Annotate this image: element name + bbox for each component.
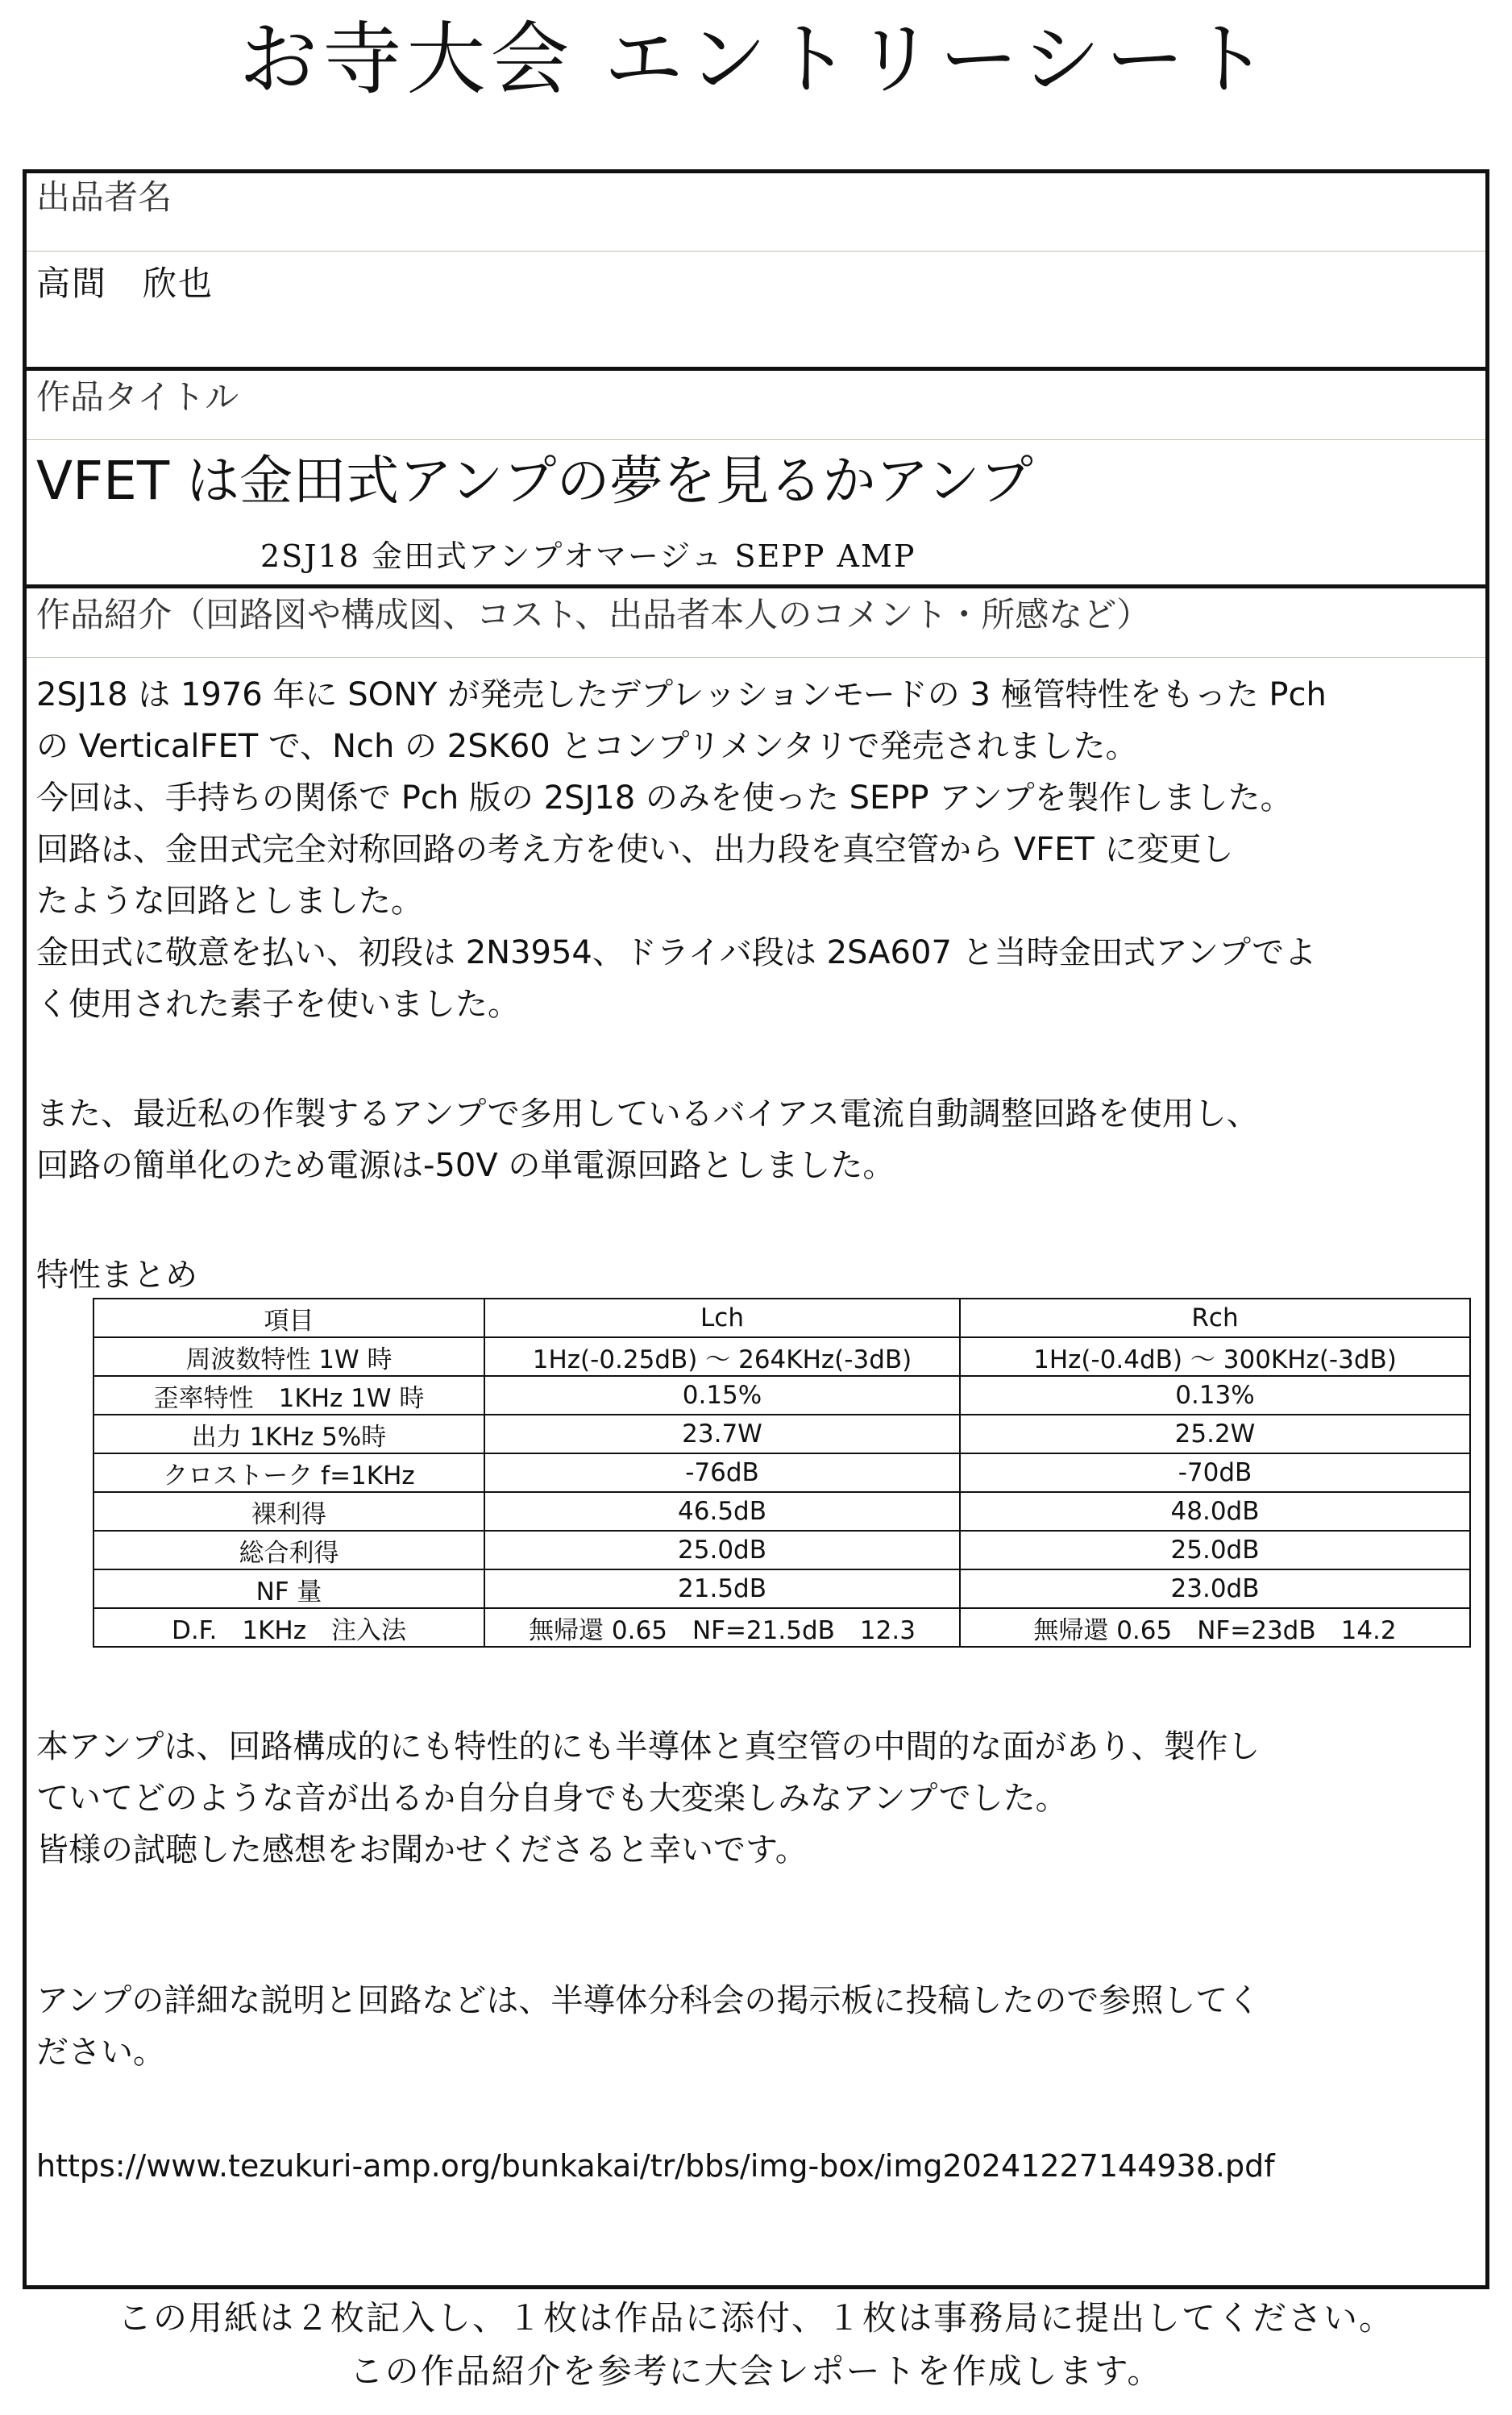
table-cell: 出力 1KHz 5%時 xyxy=(93,1415,484,1453)
intro-paragraph-1: 2SJ18 は 1976 年に SONY が発売したデプレッションモードの 3 極管特性をもった Pch の VerticalFET で、Nch の 2SK60 とコンプリメンタリで発売されました。 今回は、手持ちの関係で Pch 版の 2SJ18 のみを使った SEPP アンプを製作しました。 回路は、金田式完全対称回路の考え方を使い、出力段を真空管から VFET に変更し たような回路としました。 金田式に敬意を払い、初段は 2N3954、ドライバ段は 2SA607 と当時金田式アンプでよ く使用された素子を使いました。 xyxy=(36,676,1327,1023)
table-row xyxy=(93,1569,1470,1608)
table-row xyxy=(93,1608,1470,1647)
section-divider xyxy=(27,584,1485,588)
section-divider xyxy=(27,367,1485,371)
table-cell: 23.7W xyxy=(484,1415,960,1453)
table-cell: NF 量 xyxy=(93,1569,484,1608)
intro-paragraph-4: アンプの詳細な説明と回路などは、半導体分科会の掲示板に投稿したので参照してく ださい。 xyxy=(36,1982,1261,2071)
table-header-cell: Rch xyxy=(960,1299,1470,1337)
table-row xyxy=(93,1492,1470,1531)
work-title-label: 作品タイトル xyxy=(36,377,239,417)
table-cell: 48.0dB xyxy=(960,1492,1470,1531)
intro-label: 作品紹介（回路図や構成図、コスト、出品者本人のコメント・所感など） xyxy=(36,595,1151,634)
table-header-row xyxy=(93,1299,1470,1337)
table-row xyxy=(93,1415,1470,1453)
table-header-cell: Lch xyxy=(484,1299,960,1337)
footer-note-1: この用紙は２枚記入し、１枚は作品に添付、１枚は事務局に提出してください。 xyxy=(117,2298,1394,2338)
table-cell: 無帰還 0.65 NF=21.5dB 12.3 xyxy=(484,1608,960,1647)
table-cell: 25.2W xyxy=(960,1415,1470,1453)
table-cell: -70dB xyxy=(960,1453,1470,1492)
page-title: お寺大会 エントリーシート xyxy=(239,14,1273,106)
intro-paragraph-2: また、最近私の作製するアンプで多用しているバイアス電流自動調整回路を使用し、 回路の簡単化のため電源は-50V の単電源回路としました。 xyxy=(36,1095,1259,1184)
table-row xyxy=(93,1376,1470,1415)
table-cell: 0.15% xyxy=(484,1376,960,1415)
table-cell: 21.5dB xyxy=(484,1569,960,1608)
entrant-name: 高間 欣也 xyxy=(36,264,214,303)
entrant-label: 出品者名 xyxy=(36,177,172,217)
table-cell: 1Hz(-0.4dB) ～ 300KHz(-3dB) xyxy=(960,1337,1470,1376)
specs-table xyxy=(93,1298,1471,1648)
footer-note-2: この作品紹介を参考に大会レポートを作成します。 xyxy=(349,2351,1163,2391)
work-title-rule xyxy=(27,439,1485,440)
table-cell: 46.5dB xyxy=(484,1492,960,1531)
table-cell: 総合利得 xyxy=(93,1531,484,1569)
intro-paragraph-3: 本アンプは、回路構成的にも特性的にも半導体と真空管の中間的な面があり、製作し ていてどのような音が出るか自分自身でも大変楽しみなアンプでした。 皆様の試聴した感想をお聞かせくださると幸いです。 xyxy=(36,1728,1261,1868)
table-cell: 25.0dB xyxy=(484,1531,960,1569)
table-row xyxy=(93,1531,1470,1569)
table-cell: 無帰還 0.65 NF=23dB 14.2 xyxy=(960,1608,1470,1647)
table-header-cell: 項目 xyxy=(93,1299,484,1337)
table-cell: 裸利得 xyxy=(93,1492,484,1531)
table-cell: D.F. 1KHz 注入法 xyxy=(93,1608,484,1647)
entry-form xyxy=(23,169,1489,2289)
reference-url: https://www.tezukuri-amp.org/bunkakai/tr/bbs/img-box/img20241227144938.pdf xyxy=(36,2148,1275,2184)
table-cell: 25.0dB xyxy=(960,1531,1470,1569)
table-cell: 1Hz(-0.25dB) ～ 264KHz(-3dB) xyxy=(484,1337,960,1376)
specs-heading: 特性まとめ xyxy=(36,1257,197,1294)
intro-rule xyxy=(27,657,1485,658)
table-cell: クロストーク f=1KHz xyxy=(93,1453,484,1492)
table-row xyxy=(93,1453,1470,1492)
table-cell: 0.13% xyxy=(960,1376,1470,1415)
table-cell: 23.0dB xyxy=(960,1569,1470,1608)
table-cell: 周波数特性 1W 時 xyxy=(93,1337,484,1376)
table-cell: -76dB xyxy=(484,1453,960,1492)
table-cell: 歪率特性 1KHz 1W 時 xyxy=(93,1376,484,1415)
table-row xyxy=(93,1337,1470,1376)
work-subtitle: 2SJ18 金田式アンプオマージュ SEPP AMP xyxy=(260,538,916,574)
work-title: VFET は金田式アンプの夢を見るかアンプ xyxy=(36,450,1033,512)
